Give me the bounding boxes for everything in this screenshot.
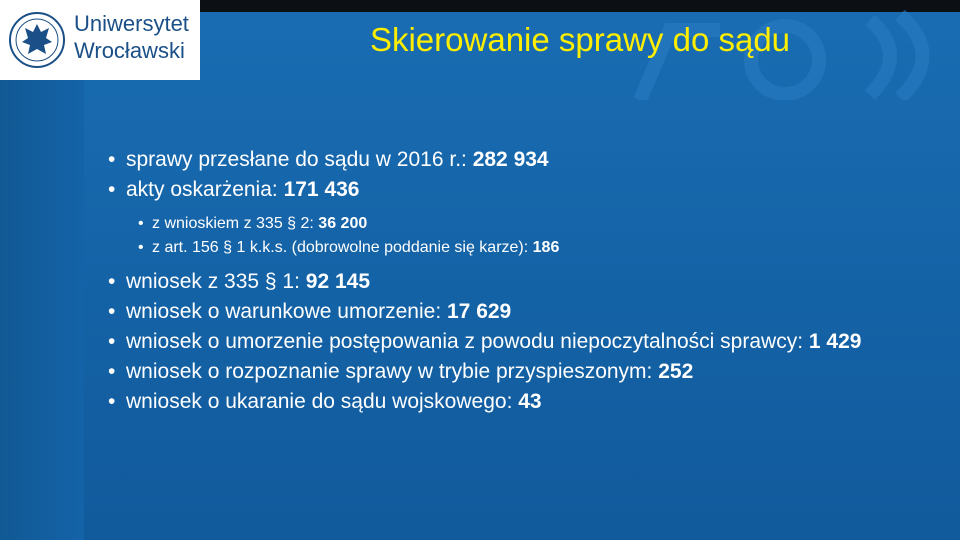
- university-logo: [0, 0, 200, 80]
- slide-title: Skierowanie sprawy do sądu: [369, 21, 791, 58]
- eagle-emblem-icon: [8, 8, 66, 72]
- list-item: • sprawy przesłane do sądu w 2016 r.: 282 934: [108, 146, 928, 174]
- list-item: • wniosek z 335 § 1: 92 145: [108, 268, 928, 296]
- list-item: • wniosek o warunkowe umorzenie: 17 629: [108, 298, 928, 326]
- sub-list-item: • z art. 156 § 1 k.k.s. (dobrowolne poddanie się karze): 186: [138, 236, 928, 260]
- list-item: • akty oskarżenia: 171 436: [108, 176, 928, 204]
- university-name: [74, 10, 189, 64]
- logo-line-1: Uniwersytet: [74, 11, 189, 36]
- list-item: • wniosek o umorzenie postępowania z powodu niepoczytalności sprawcy: 1 429: [108, 328, 928, 356]
- left-accent-strip: [0, 80, 84, 540]
- logo-line-2: Wrocławski: [74, 38, 185, 63]
- sub-list-item: • z wnioskiem z 335 § 2: 36 200: [138, 212, 928, 236]
- list-item: • wniosek o ukaranie do sądu wojskowego: 43: [108, 388, 928, 416]
- bullet-list: [108, 146, 928, 418]
- list-item: • wniosek o rozpoznanie sprawy w trybie przyspieszonym: 252: [108, 358, 928, 386]
